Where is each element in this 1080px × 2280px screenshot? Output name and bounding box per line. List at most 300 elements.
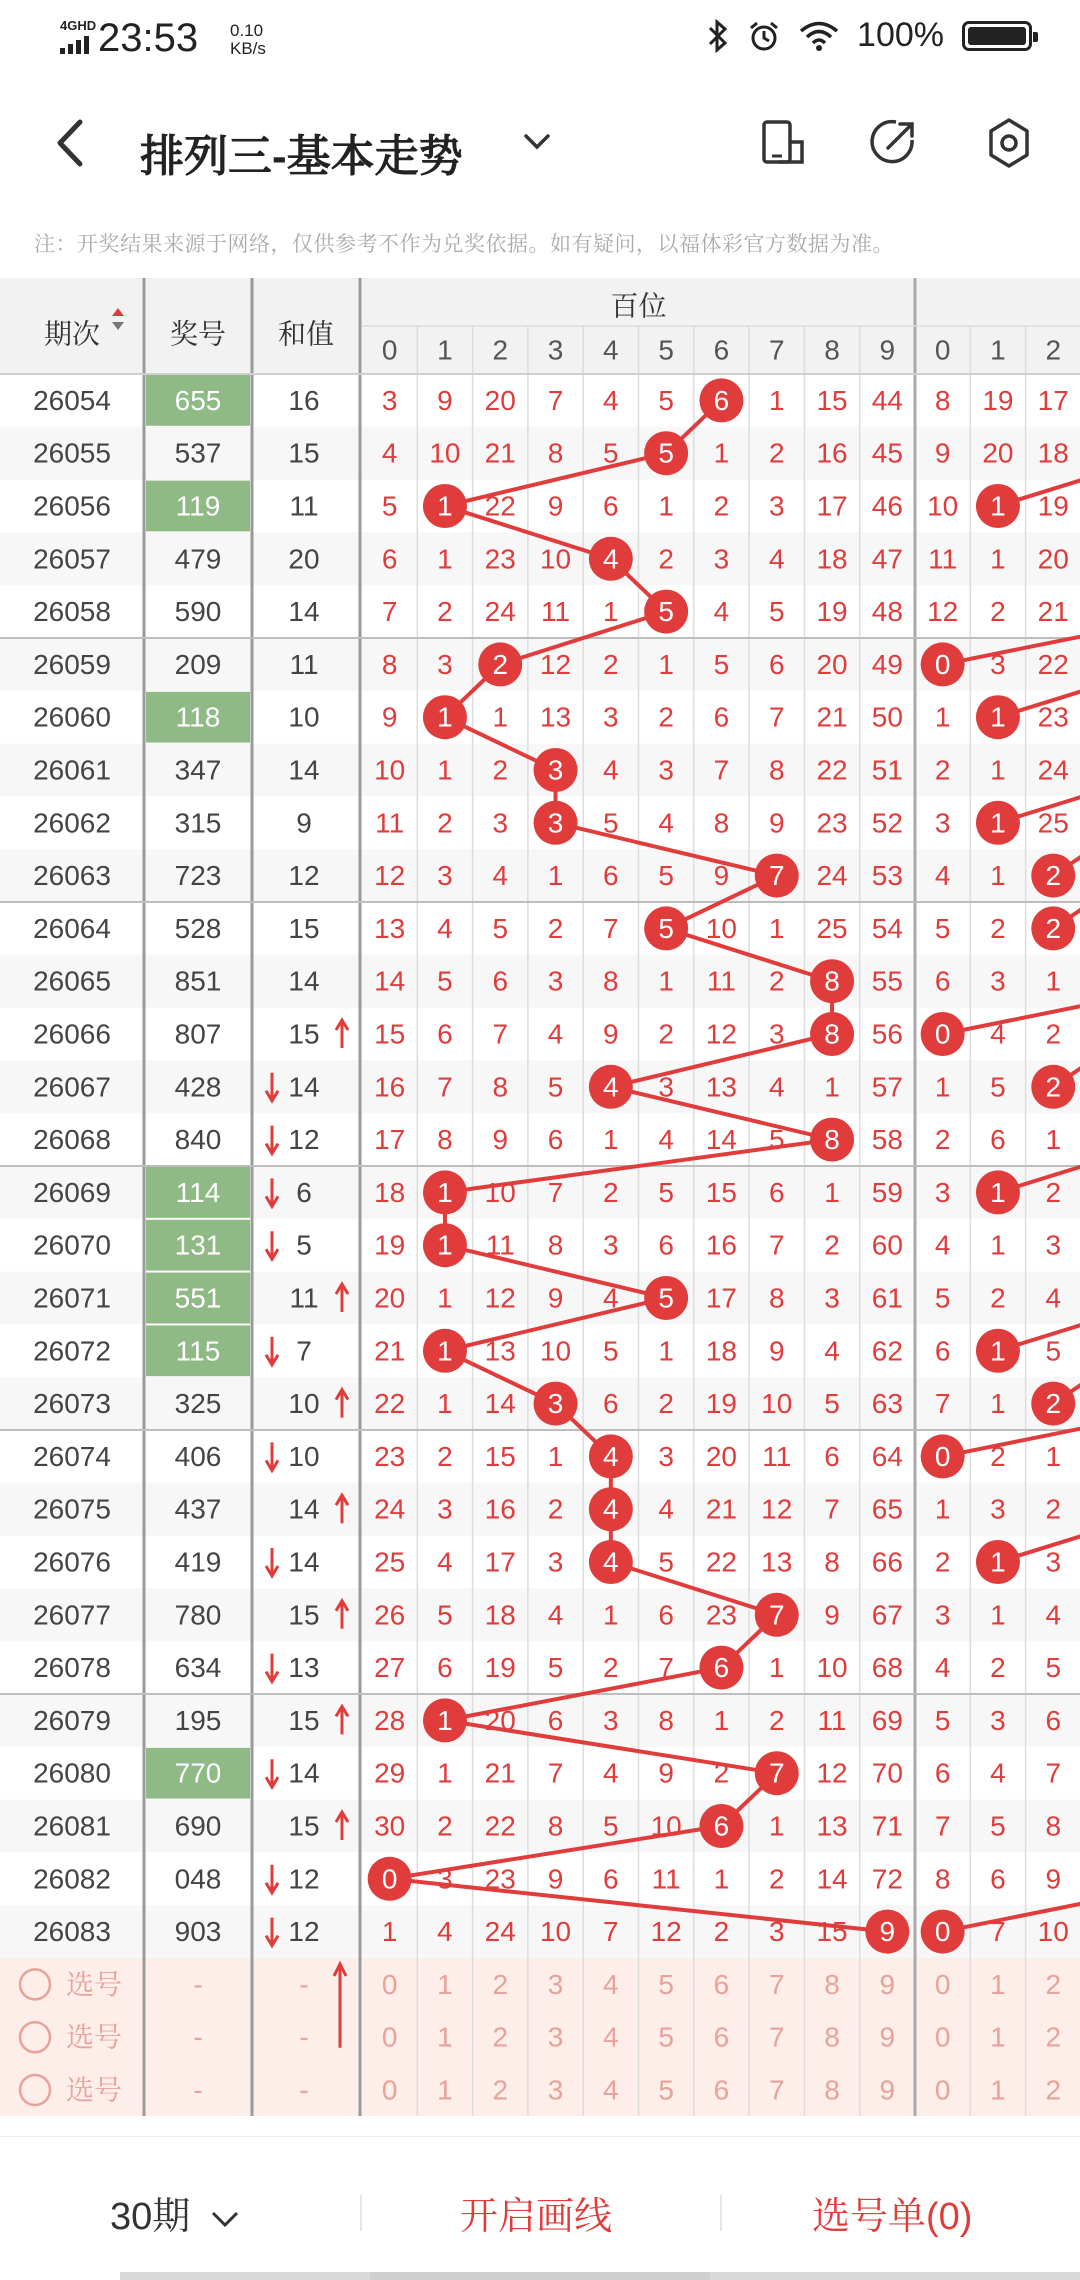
miss-count: 16 <box>374 1071 406 1103</box>
pick-list-button[interactable]: 选号单(0) <box>812 2196 973 2238</box>
miss-count: 44 <box>871 384 903 416</box>
miss-count: 59 <box>871 1176 903 1208</box>
row-stripe <box>0 849 1080 902</box>
sum-cell: 14 <box>288 965 320 997</box>
bottom-toolbar <box>0 2136 1080 2280</box>
sum-cell: 12 <box>288 860 320 892</box>
miss-count: 4 <box>713 596 730 628</box>
select-sum: - <box>299 1968 309 2000</box>
period-cell: 26068 <box>33 1124 111 1156</box>
miss-count: 10 <box>374 754 406 786</box>
miss-count: 1 <box>990 1388 1006 1420</box>
number-cell: 479 <box>174 543 222 575</box>
hit-digit: 1 <box>990 1176 1006 1208</box>
number-cell: 118 <box>175 701 221 733</box>
miss-count: 11 <box>541 596 571 628</box>
miss-count: 2 <box>824 1229 840 1261</box>
miss-count: 65 <box>871 1493 903 1525</box>
miss-count: 9 <box>1045 1863 1062 1895</box>
miss-count: 8 <box>768 1282 785 1314</box>
miss-count: 17 <box>816 490 848 522</box>
miss-count: 5 <box>603 1810 619 1842</box>
hit-digit: 5 <box>658 912 674 944</box>
miss-count: 8 <box>547 437 564 469</box>
miss-count: 72 <box>871 1863 903 1895</box>
miss-count: 4 <box>603 754 619 786</box>
miss-count: 23 <box>484 543 516 575</box>
miss-count: 3 <box>492 807 509 839</box>
miss-count: 24 <box>816 860 848 892</box>
miss-count: 21 <box>705 1493 738 1525</box>
miss-count: 5 <box>824 1388 840 1420</box>
miss-count: 49 <box>871 648 903 680</box>
period-selector[interactable] <box>110 2185 241 2240</box>
miss-count: 52 <box>871 807 903 839</box>
select-number: - <box>193 2074 203 2106</box>
miss-count: 1 <box>437 1282 453 1314</box>
select-label: 选号 <box>65 2021 123 2053</box>
miss-count: 8 <box>934 384 951 416</box>
miss-count: 9 <box>437 384 453 416</box>
number-cell: 537 <box>174 437 222 469</box>
miss-count: 13 <box>374 912 406 944</box>
back-icon[interactable] <box>50 118 90 168</box>
miss-count: 2 <box>990 1440 1006 1472</box>
miss-count: 8 <box>768 754 785 786</box>
miss-count: 15 <box>816 1916 848 1948</box>
miss-count: 10 <box>705 912 738 944</box>
miss-count: 6 <box>934 1335 951 1367</box>
miss-count: 19 <box>374 1229 406 1261</box>
hit-digit: 2 <box>1045 912 1062 944</box>
miss-count: 9 <box>824 1599 840 1631</box>
miss-count: 9 <box>658 1757 674 1789</box>
miss-count: 23 <box>1037 701 1069 733</box>
miss-count: 4 <box>547 1018 564 1050</box>
number-cell: 634 <box>174 1652 222 1684</box>
miss-count: 2 <box>1045 1493 1062 1525</box>
trend-down-icon <box>266 1231 278 1259</box>
miss-count: 4 <box>768 1071 785 1103</box>
miss-count: 58 <box>871 1124 903 1156</box>
miss-count: 7 <box>768 701 785 733</box>
select-digit: 2 <box>492 1968 509 2000</box>
miss-count: 6 <box>658 1229 674 1261</box>
miss-count: 1 <box>547 860 564 892</box>
sum-cell: 5 <box>296 1229 312 1261</box>
miss-count: 1 <box>492 701 509 733</box>
miss-count: 6 <box>603 1863 619 1895</box>
header-digit: 6 <box>713 334 730 366</box>
hit-digit: 5 <box>658 596 674 628</box>
number-cell: 195 <box>174 1704 222 1736</box>
miss-count: 2 <box>437 1810 453 1842</box>
miss-count: 20 <box>982 437 1014 469</box>
miss-count: 14 <box>484 1388 516 1420</box>
miss-count: 3 <box>437 1863 453 1895</box>
miss-count: 18 <box>374 1176 406 1208</box>
select-digit: 8 <box>824 2021 840 2053</box>
period-cell: 26057 <box>33 543 111 575</box>
miss-count: 19 <box>484 1652 516 1684</box>
miss-count: 1 <box>437 1388 453 1420</box>
miss-count: 13 <box>761 1546 793 1578</box>
miss-count: 1 <box>547 1440 564 1472</box>
miss-count: 1 <box>1045 965 1062 997</box>
miss-count: 6 <box>990 1863 1006 1895</box>
miss-count: 8 <box>658 1704 674 1736</box>
net-speed-unit: KB/s <box>230 39 266 58</box>
select-digit: 2 <box>492 2074 509 2106</box>
miss-count: 10 <box>1037 1916 1069 1948</box>
miss-count: 10 <box>429 437 461 469</box>
number-cell: 437 <box>174 1493 222 1525</box>
miss-count: 2 <box>437 807 453 839</box>
hit-digit: 0 <box>934 1916 951 1948</box>
number-cell: 655 <box>174 384 222 416</box>
number-cell: 325 <box>174 1388 222 1420</box>
sum-cell: 15 <box>288 1018 320 1050</box>
row-stripe <box>0 1800 1080 1853</box>
miss-count: 7 <box>547 1757 564 1789</box>
miss-count: 7 <box>437 1071 453 1103</box>
select-digit: 3 <box>547 1968 564 2000</box>
miss-count: 5 <box>1045 1652 1062 1684</box>
select-sum: - <box>299 2021 309 2053</box>
miss-count: 9 <box>492 1124 509 1156</box>
miss-count: 5 <box>547 1071 564 1103</box>
miss-count: 3 <box>934 807 951 839</box>
row-stripe <box>0 1588 1080 1641</box>
phone-orientation-icon[interactable] <box>758 116 808 170</box>
select-digit: 0 <box>381 2074 398 2106</box>
miss-count: 3 <box>1045 1229 1062 1261</box>
number-cell: 406 <box>174 1440 222 1472</box>
number-cell: 209 <box>174 648 222 680</box>
period-cell: 26062 <box>33 807 111 839</box>
header-digit: 8 <box>824 334 840 366</box>
miss-count: 1 <box>934 1493 951 1525</box>
trend-down-icon <box>266 1654 278 1682</box>
sum-cell: 10 <box>288 1388 320 1420</box>
hit-digit: 5 <box>658 1282 674 1314</box>
miss-count: 8 <box>437 1124 453 1156</box>
number-cell: 770 <box>174 1757 222 1789</box>
sum-cell: 15 <box>288 1599 320 1631</box>
sum-cell: 10 <box>288 1440 320 1472</box>
number-cell: 780 <box>174 1599 222 1631</box>
miss-count: 7 <box>658 1652 674 1684</box>
miss-count: 5 <box>381 490 398 522</box>
miss-count: 4 <box>658 807 674 839</box>
sum-cell: 16 <box>288 384 320 416</box>
miss-count: 4 <box>603 1757 619 1789</box>
miss-count: 7 <box>768 1229 785 1261</box>
settings-icon[interactable] <box>984 116 1034 170</box>
share-icon[interactable] <box>868 116 918 170</box>
miss-count: 57 <box>871 1071 903 1103</box>
miss-count: 12 <box>650 1916 682 1948</box>
header-digit: 2 <box>492 334 509 366</box>
trend-down-icon <box>266 1126 278 1154</box>
number-cell: 048 <box>174 1863 222 1895</box>
hit-digit: 1 <box>437 1176 453 1208</box>
miss-count: 1 <box>990 860 1006 892</box>
miss-count: 1 <box>990 543 1006 575</box>
miss-count: 6 <box>492 965 509 997</box>
miss-count: 12 <box>927 596 959 628</box>
miss-count: 25 <box>1037 807 1069 839</box>
period-cell: 26056 <box>33 490 111 522</box>
miss-count: 1 <box>603 1124 619 1156</box>
miss-count: 20 <box>484 384 516 416</box>
miss-count: 5 <box>658 1176 674 1208</box>
miss-count: 8 <box>381 648 398 680</box>
miss-count: 10 <box>484 1176 516 1208</box>
miss-count: 5 <box>603 807 619 839</box>
miss-count: 7 <box>990 1916 1006 1948</box>
miss-count: 4 <box>1045 1599 1062 1631</box>
miss-count: 20 <box>374 1282 406 1314</box>
miss-count: 10 <box>539 1916 572 1948</box>
miss-count: 4 <box>547 1599 564 1631</box>
trend-down-icon <box>266 1442 278 1470</box>
miss-count: 22 <box>484 1810 516 1842</box>
period-cell: 26055 <box>33 437 111 469</box>
sum-cell: 12 <box>288 1124 320 1156</box>
period-cell: 26069 <box>33 1176 111 1208</box>
miss-count: 17 <box>705 1282 738 1314</box>
miss-count: 4 <box>437 1916 453 1948</box>
miss-count: 30 <box>374 1810 406 1842</box>
trend-down-icon <box>266 1759 278 1787</box>
select-label: 选号 <box>65 1968 123 2000</box>
hit-digit: 6 <box>713 1810 730 1842</box>
period-cell: 26060 <box>33 701 111 733</box>
sum-cell: 15 <box>288 912 320 944</box>
sum-cell: 9 <box>296 807 312 839</box>
miss-count: 4 <box>658 1124 674 1156</box>
battery-percent: 100% <box>857 16 944 54</box>
miss-count: 6 <box>658 1599 674 1631</box>
miss-count: 4 <box>824 1335 840 1367</box>
sum-cell: 13 <box>288 1652 320 1684</box>
disclaimer-notice: 注：开奖结果来源于网络，仅供参考不作为兑奖依据。如有疑问，以福体彩官方数据为准。 <box>34 233 894 256</box>
sum-cell: 15 <box>288 1704 320 1736</box>
miss-count: 4 <box>990 1018 1006 1050</box>
period-cell: 26061 <box>33 754 111 786</box>
miss-count: 2 <box>603 1652 619 1684</box>
miss-count: 3 <box>437 860 453 892</box>
miss-count: 56 <box>871 1018 903 1050</box>
select-digit: 2 <box>492 2021 509 2053</box>
miss-count: 7 <box>547 1176 564 1208</box>
hit-digit: 3 <box>547 807 564 839</box>
miss-count: 2 <box>437 1440 453 1472</box>
miss-count: 1 <box>658 965 674 997</box>
sum-cell: 6 <box>296 1176 312 1208</box>
miss-count: 27 <box>374 1652 406 1684</box>
miss-count: 6 <box>990 1124 1006 1156</box>
period-cell: 26080 <box>33 1757 111 1789</box>
miss-count: 1 <box>658 648 674 680</box>
miss-count: 6 <box>547 1124 564 1156</box>
number-cell: 528 <box>174 912 222 944</box>
header-period: 期次 <box>43 318 101 350</box>
miss-count: 2 <box>1045 1176 1062 1208</box>
miss-count: 5 <box>934 1704 951 1736</box>
header-digit: 4 <box>603 334 619 366</box>
header-digit: 5 <box>658 334 674 366</box>
network-type: 4GHD <box>60 18 97 33</box>
miss-count: 15 <box>484 1440 516 1472</box>
miss-count: 3 <box>934 1599 951 1631</box>
draw-lines-button[interactable]: 开启画线 <box>460 2196 613 2238</box>
miss-count: 3 <box>437 1493 453 1525</box>
period-cell: 26075 <box>33 1493 111 1525</box>
miss-count: 6 <box>603 490 619 522</box>
miss-count: 21 <box>484 437 516 469</box>
miss-count: 2 <box>658 1018 674 1050</box>
miss-count: 4 <box>1045 1282 1062 1314</box>
miss-count: 9 <box>934 437 951 469</box>
miss-count: 63 <box>871 1388 903 1420</box>
miss-count: 23 <box>816 807 848 839</box>
miss-count: 2 <box>658 1388 674 1420</box>
miss-count: 4 <box>437 912 453 944</box>
hit-digit: 1 <box>437 1704 453 1736</box>
miss-count: 1 <box>658 490 674 522</box>
miss-count: 1 <box>437 543 453 575</box>
trend-down-icon <box>266 1337 278 1365</box>
miss-count: 5 <box>990 1810 1006 1842</box>
miss-count: 4 <box>381 437 398 469</box>
header-digit: 1 <box>437 334 453 366</box>
miss-count: 6 <box>824 1440 840 1472</box>
row-stripe <box>0 427 1080 480</box>
page-title[interactable]: 排列三-基本走势 <box>140 132 463 181</box>
miss-count: 70 <box>871 1757 903 1789</box>
hit-digit: 0 <box>934 1018 951 1050</box>
select-digit: 0 <box>934 1968 951 2000</box>
miss-count: 9 <box>768 1335 785 1367</box>
select-digit: 2 <box>1045 2074 1062 2106</box>
number-cell: 131 <box>174 1229 222 1261</box>
miss-count: 14 <box>705 1124 738 1156</box>
miss-count: 3 <box>658 1071 674 1103</box>
select-digit: 5 <box>658 1968 674 2000</box>
miss-count: 55 <box>871 965 903 997</box>
miss-count: 3 <box>658 1440 674 1472</box>
miss-count: 5 <box>437 1599 453 1631</box>
miss-count: 2 <box>934 1124 951 1156</box>
miss-count: 64 <box>871 1440 903 1472</box>
miss-count: 1 <box>603 1599 619 1631</box>
miss-count: 3 <box>547 965 564 997</box>
select-digit: 4 <box>603 2074 619 2106</box>
miss-count: 6 <box>437 1652 453 1684</box>
miss-count: 71 <box>871 1810 903 1842</box>
miss-count: 24 <box>374 1493 406 1525</box>
miss-count: 13 <box>539 701 572 733</box>
wifi-icon <box>799 20 839 52</box>
miss-count: 25 <box>374 1546 406 1578</box>
number-cell: 119 <box>175 490 221 522</box>
select-digit: 0 <box>381 1968 398 2000</box>
miss-count: 3 <box>990 648 1006 680</box>
miss-count: 10 <box>927 490 959 522</box>
miss-count: 4 <box>437 1546 453 1578</box>
trend-table <box>0 278 1080 2116</box>
miss-count: 9 <box>547 490 564 522</box>
miss-count: 1 <box>1045 1440 1062 1472</box>
select-sum: - <box>299 2074 309 2106</box>
period-cell: 26074 <box>33 1440 111 1472</box>
hit-digit: 2 <box>492 648 509 680</box>
miss-count: 50 <box>871 701 903 733</box>
period-cell: 26064 <box>33 912 111 944</box>
net-speed-value: 0.10 <box>230 21 264 40</box>
miss-count: 16 <box>705 1229 738 1261</box>
select-digit: 4 <box>603 1968 619 2000</box>
hit-digit: 8 <box>824 965 840 997</box>
miss-count: 10 <box>539 543 572 575</box>
miss-count: 4 <box>603 1282 619 1314</box>
miss-count: 2 <box>990 596 1006 628</box>
select-digit: 5 <box>658 2021 674 2053</box>
number-cell: 840 <box>174 1124 222 1156</box>
miss-count: 1 <box>1045 1124 1062 1156</box>
miss-count: 11 <box>762 1440 792 1472</box>
select-label: 选号 <box>65 2074 123 2106</box>
miss-count: 12 <box>374 860 406 892</box>
miss-count: 5 <box>547 1652 564 1684</box>
net-speed <box>230 22 266 58</box>
miss-count: 14 <box>374 965 406 997</box>
select-digit: 7 <box>768 1968 785 2000</box>
miss-count: 7 <box>492 1018 509 1050</box>
select-digit: 0 <box>381 2021 398 2053</box>
miss-count: 4 <box>934 860 951 892</box>
hit-digit: 7 <box>768 1599 785 1631</box>
select-digit: 6 <box>713 2021 730 2053</box>
miss-count: 10 <box>539 1335 572 1367</box>
select-digit: 1 <box>437 2074 453 2106</box>
miss-count: 9 <box>547 1863 564 1895</box>
miss-count: 7 <box>603 1916 619 1948</box>
miss-count: 4 <box>768 543 785 575</box>
miss-count: 10 <box>761 1388 793 1420</box>
miss-count: 22 <box>374 1388 406 1420</box>
miss-count: 1 <box>824 1176 840 1208</box>
miss-count: 7 <box>824 1493 840 1525</box>
miss-count: 3 <box>768 1018 785 1050</box>
select-digit: 5 <box>658 2074 674 2106</box>
miss-count: 2 <box>934 1546 951 1578</box>
miss-count: 3 <box>547 1546 564 1578</box>
dropdown-icon[interactable] <box>522 132 552 152</box>
miss-count: 18 <box>1037 437 1069 469</box>
miss-count: 23 <box>484 1863 516 1895</box>
number-cell: 115 <box>175 1335 221 1367</box>
miss-count: 15 <box>374 1018 406 1050</box>
battery-icon <box>962 21 1032 51</box>
miss-count: 6 <box>437 1018 453 1050</box>
miss-count: 6 <box>1045 1704 1062 1736</box>
period-cell: 26082 <box>33 1863 111 1895</box>
miss-count: 1 <box>990 1599 1006 1631</box>
hit-digit: 2 <box>1045 1071 1062 1103</box>
